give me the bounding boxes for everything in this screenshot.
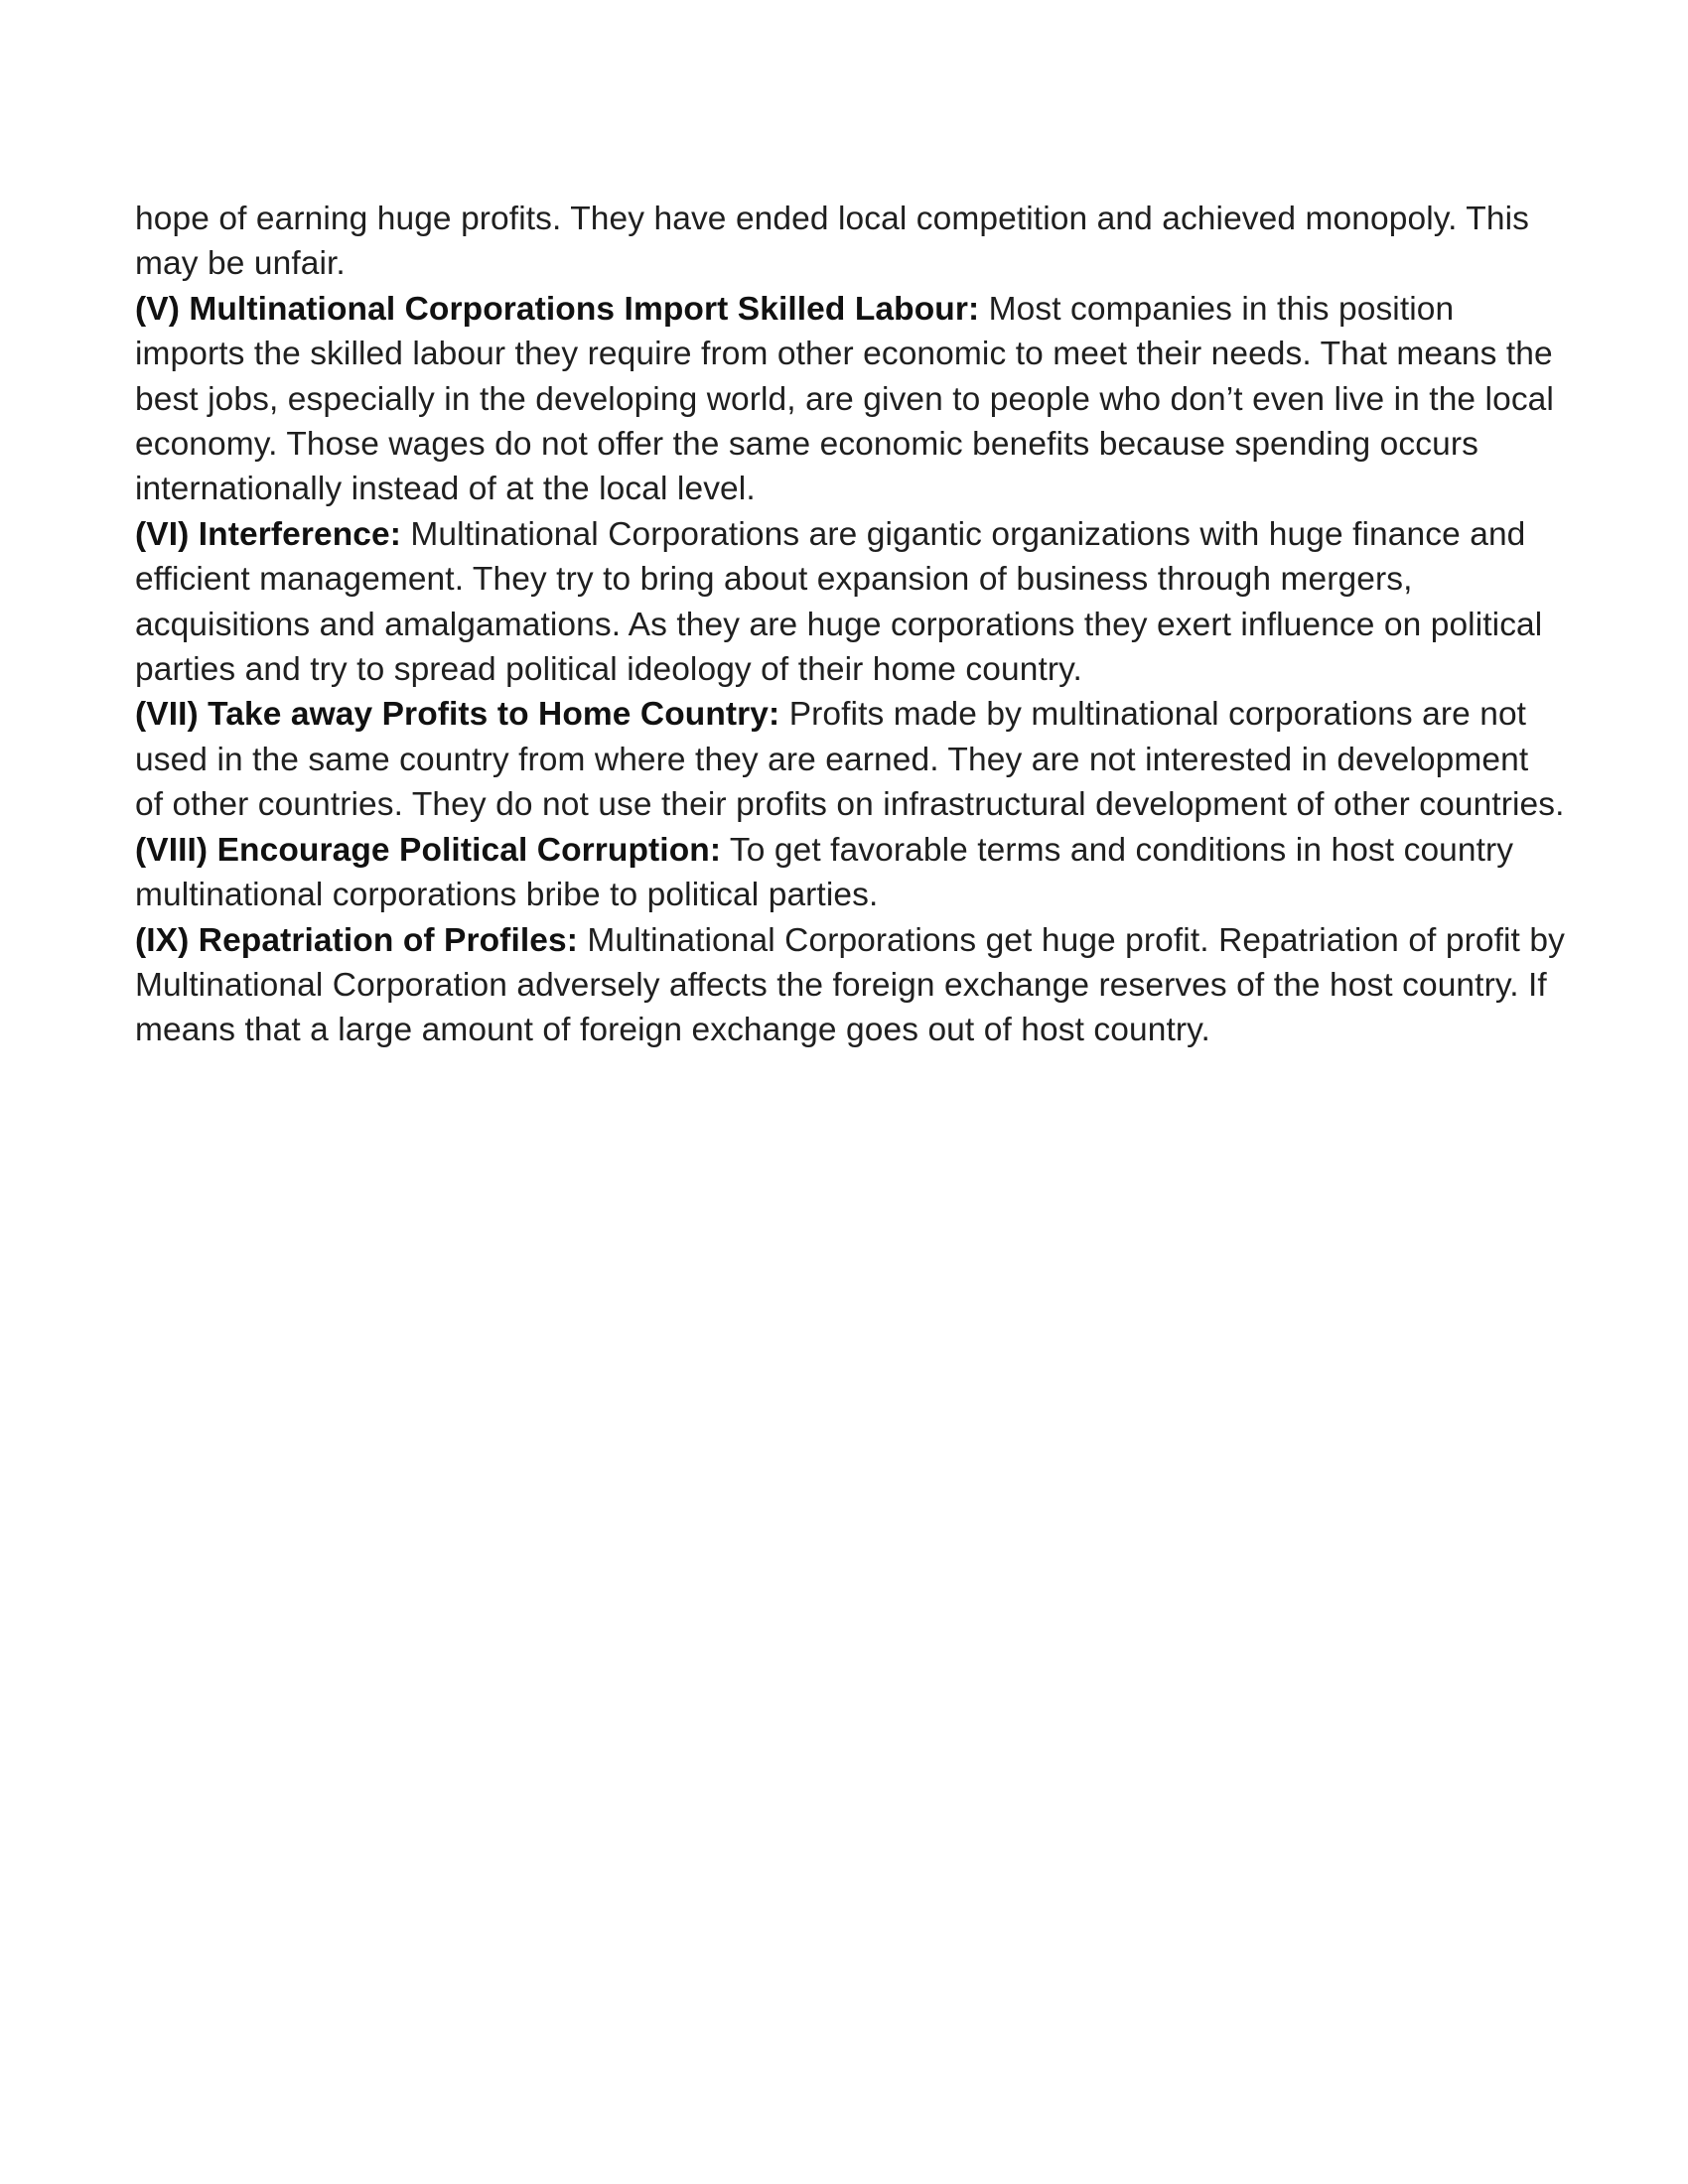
section-body-viii: To get favorable terms and conditions in host country multinational corporations bribe to political parties. bbox=[135, 831, 1514, 914]
section-heading-ix: (IX) Repatriation of Profiles: bbox=[135, 921, 578, 959]
section-body-vii: Profits made by multinational corporations are not used in the same country from where they are earned. They are not interested in development of other countries. They do not use their profits on infrastructural development of other countries. bbox=[135, 696, 1565, 824]
section-paragraph-ix bbox=[135, 918, 1565, 1053]
section-body-v: Most companies in this position imports the skilled labour they require from other economic to meet their needs. That means the best jobs, especially in the developing world, are given to people who don’t even live in the local economy. Those wages do not offer the same economic benefits because spending occurs internationally instead of at the local level. bbox=[135, 290, 1554, 508]
section-paragraph-vii bbox=[135, 692, 1565, 827]
section-body-ix: Multinational Corporations get huge profit. Repatriation of profit by Multinational Corporation adversely affects the foreign exchange reserves of the host country. If means that a large amount of foreign exchange goes out of host country. bbox=[135, 921, 1565, 1049]
intro-paragraph: hope of earning huge profits. They have ended local competition and achieved monopoly. This may be unfair. bbox=[135, 201, 1529, 283]
section-heading-vi: (VI) Interference: bbox=[135, 515, 402, 553]
document-body bbox=[135, 197, 1565, 1053]
section-body-vi: Multinational Corporations are gigantic organizations with huge finance and efficient management. They try to bring about expansion of business through mergers, acquisitions and amalgamations. As they are huge corporations they exert influence on political parties and try to spread political ideology of their home country. bbox=[135, 515, 1543, 689]
section-heading-viii: (VIII) Encourage Political Corruption: bbox=[135, 831, 722, 869]
section-paragraph-viii bbox=[135, 828, 1565, 918]
section-paragraph-v bbox=[135, 287, 1565, 512]
section-heading-v: (V) Multinational Corporations Import Skilled Labour: bbox=[135, 290, 980, 328]
section-paragraph-vi bbox=[135, 512, 1565, 693]
section-heading-vii: (VII) Take away Profits to Home Country: bbox=[135, 696, 780, 734]
